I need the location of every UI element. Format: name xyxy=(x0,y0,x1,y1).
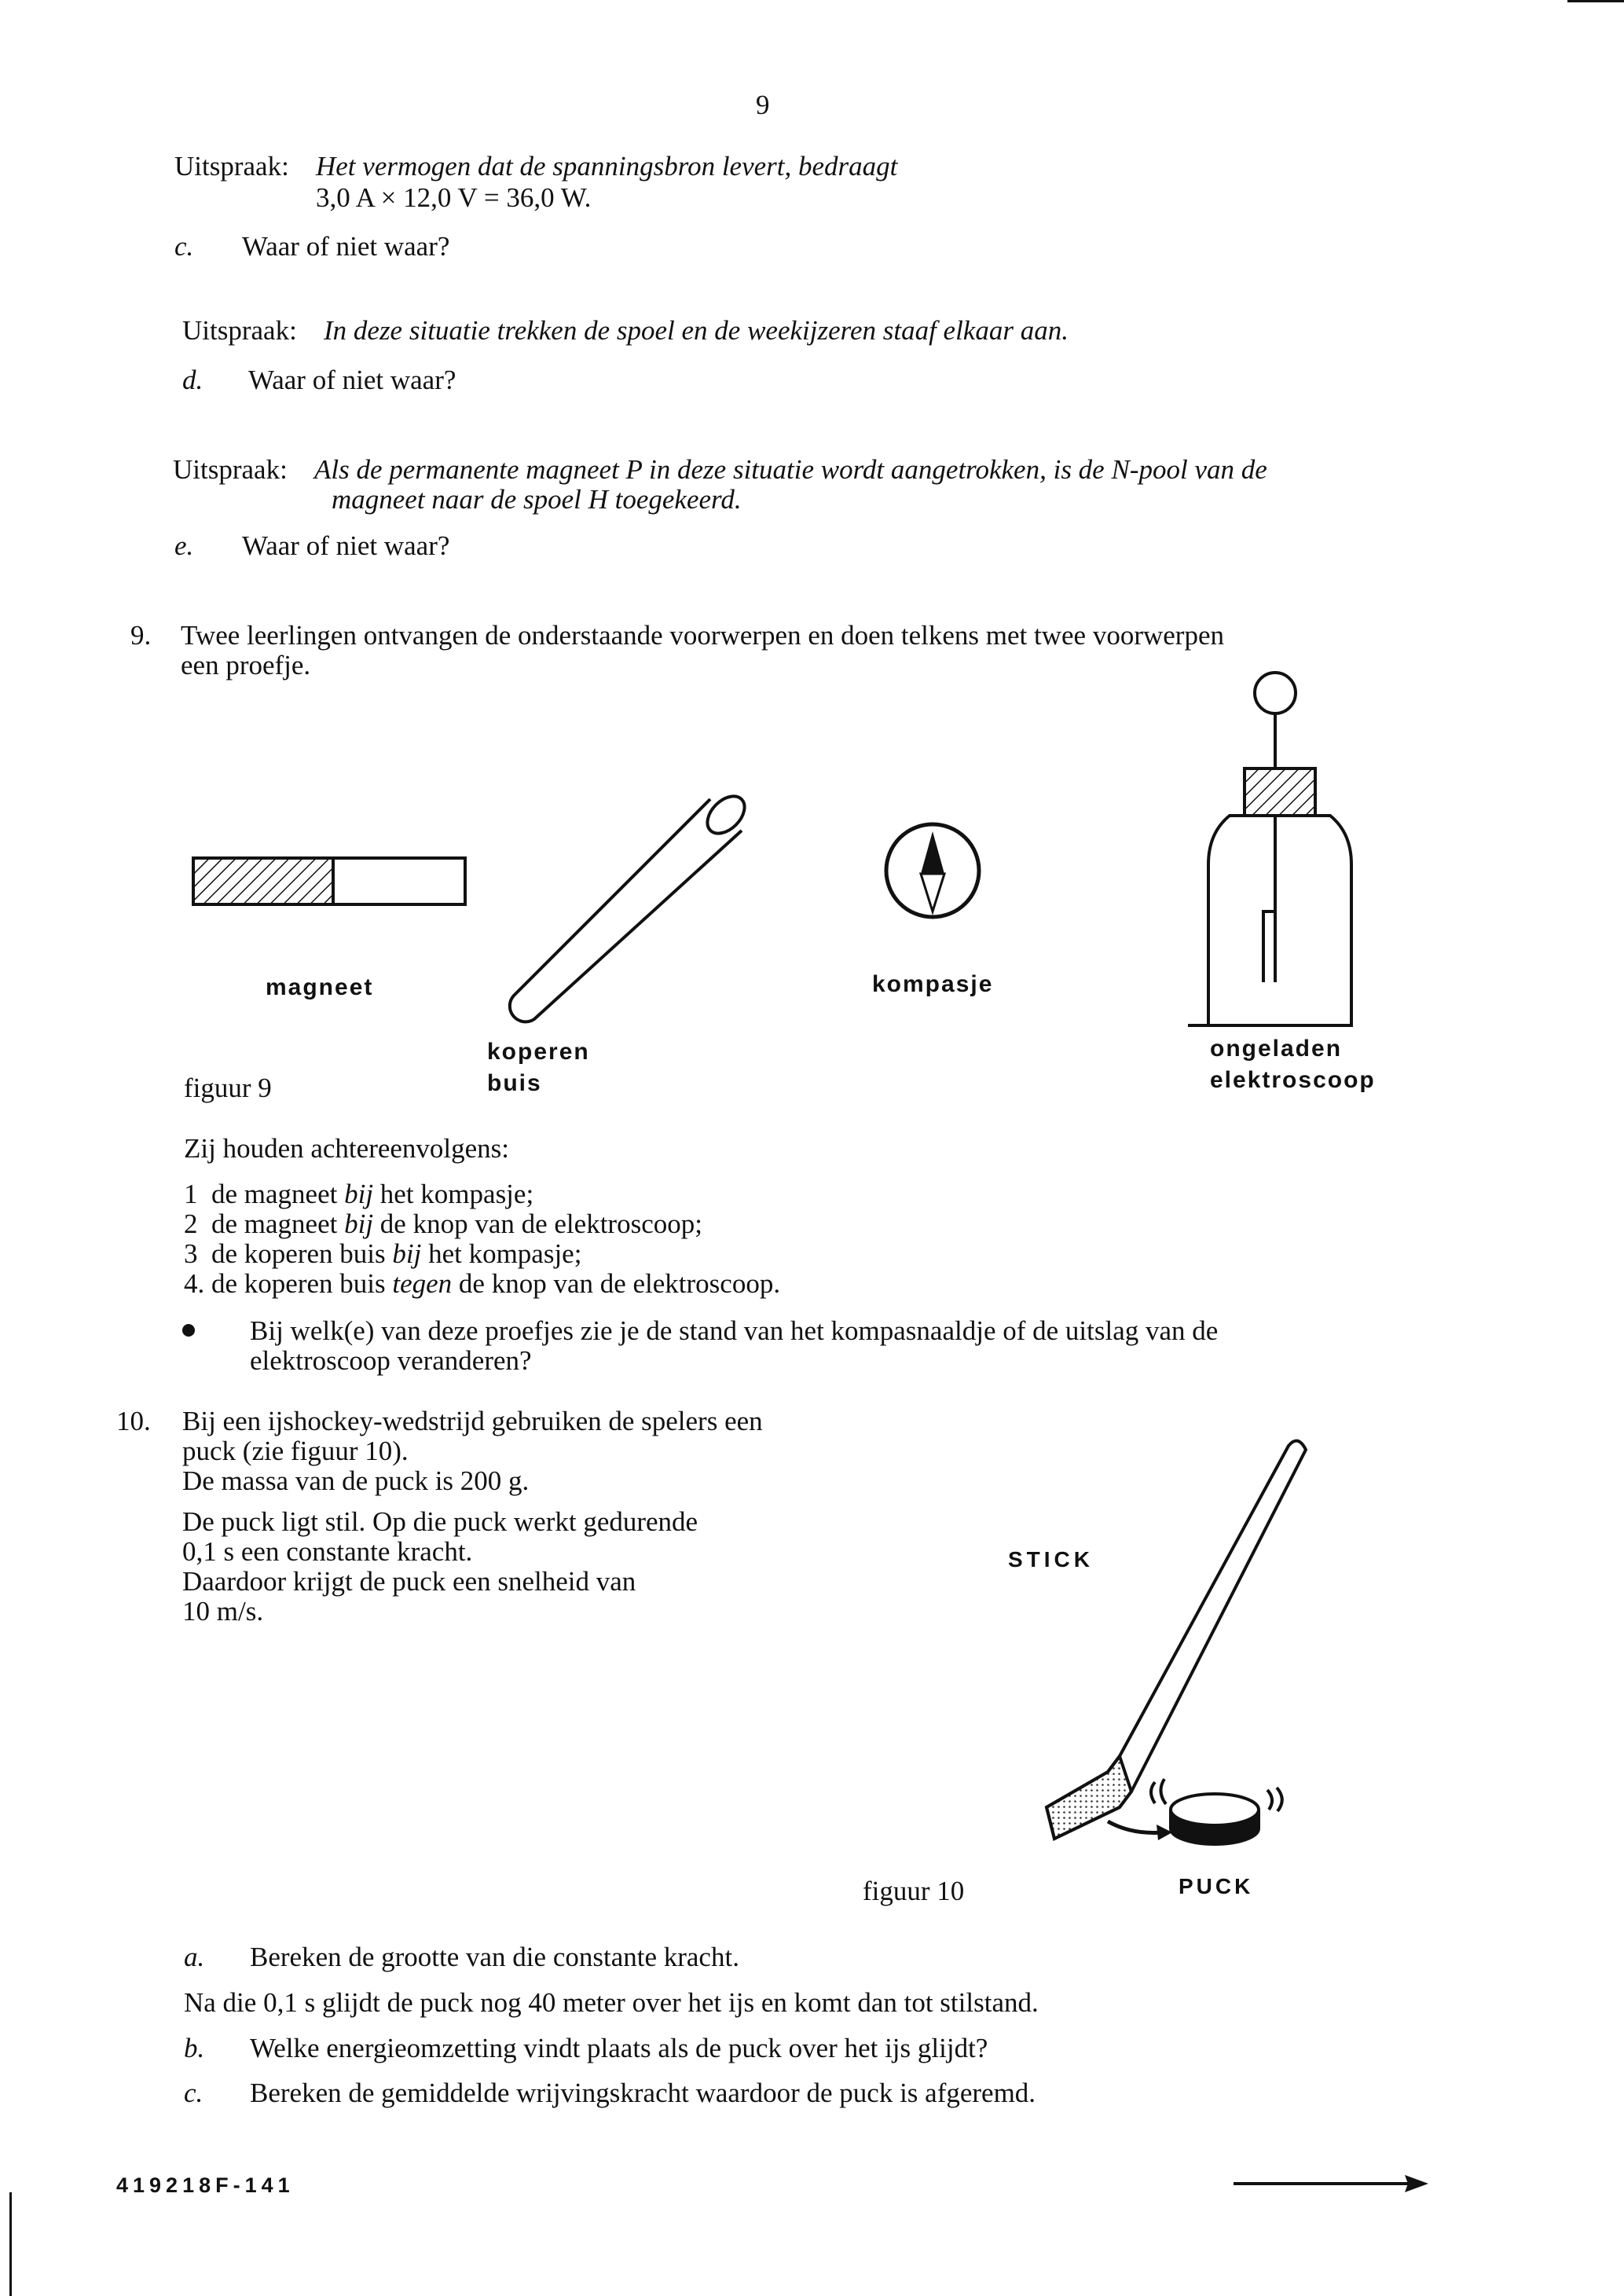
q9-intro-line2: een proefje. xyxy=(181,650,311,680)
q8-b-statement-line2: 3,0 A × 12,0 V = 36,0 W. xyxy=(316,182,592,213)
q8-e-letter: e. xyxy=(174,530,194,561)
q9-bullet-line2: elektroscoop veranderen? xyxy=(250,1345,532,1376)
q10-c-question: Bereken de gemiddelde wrijvingskracht waardoor de puck is afgeremd. xyxy=(250,2078,1036,2108)
q10-line-6: Daardoor krijgt de puck een snelheid van xyxy=(182,1566,636,1597)
label-electroscope-line1: ongeladen xyxy=(1210,1036,1343,1062)
q9-bullet-line1: Bij welk(e) van deze proefjes zie je de stand van het kompasnaaldje of de uitslag van de xyxy=(250,1315,1219,1346)
label-electroscope-line2: elektroscoop xyxy=(1210,1067,1376,1093)
q10-line-7: 10 m/s. xyxy=(182,1596,264,1627)
page-number: 9 xyxy=(756,90,770,120)
list-item: 4. de koperen buis tegen de knop van de elektroscoop. xyxy=(184,1268,781,1299)
q8-c-statement-label: Uitspraak: xyxy=(182,315,297,346)
q10-b-letter: b. xyxy=(184,2033,205,2063)
label-stick: STICK xyxy=(1008,1547,1094,1572)
q10-line-4: De puck ligt stil. Op die puck werkt gedurende xyxy=(182,1506,698,1537)
figure-9-caption: figuur 9 xyxy=(184,1073,272,1103)
q10-mid-statement: Na die 0,1 s glijdt de puck nog 40 meter over het ijs en komt dan tot stilstand. xyxy=(184,1987,1039,2018)
label-magnet: magneet xyxy=(266,974,374,1000)
q8-c-letter: c. xyxy=(174,231,194,262)
right-arrow-icon xyxy=(1234,2172,1430,2195)
scan-edge-left xyxy=(9,2192,12,2296)
q10-c-letter: c. xyxy=(184,2078,203,2108)
q10-line-1: Bij een ijshockey-wedstrijd gebruiken de spelers een xyxy=(182,1406,763,1436)
q8-e-question: Waar of niet waar? xyxy=(242,530,450,561)
q8-d-letter: d. xyxy=(182,365,203,395)
q8-d-statement-label: Uitspraak: xyxy=(173,454,288,485)
footer-code: 419218F-141 xyxy=(116,2173,295,2197)
label-compass: kompasje xyxy=(872,971,994,997)
q8-b-statement-line1: Het vermogen dat de spanningsbron levert, bedraagt xyxy=(316,151,898,182)
q10-line-5: 0,1 s een constante kracht. xyxy=(182,1536,473,1567)
q8-b-statement-label: Uitspraak: xyxy=(174,151,289,182)
q10-number: 10. xyxy=(116,1406,151,1436)
label-copper-tube-line1: koperen xyxy=(487,1039,590,1065)
q9-number: 9. xyxy=(130,620,152,651)
list-item: 1 de magneet bij het kompasje; xyxy=(184,1179,534,1209)
q9-intro-line1: Twee leerlingen ontvangen de onderstaande voorwerpen en doen telkens met twee voorwerpen xyxy=(181,620,1225,651)
q9-sequence-intro: Zij houden achtereenvolgens: xyxy=(184,1133,510,1164)
motion-arrow-icon xyxy=(1108,1821,1172,1840)
label-copper-tube-line2: buis xyxy=(487,1070,542,1096)
q10-line-2: puck (zie figuur 10). xyxy=(182,1436,409,1466)
q8-d-question: Waar of niet waar? xyxy=(248,365,456,395)
stick-drawing xyxy=(1047,1441,1306,1839)
q8-d-statement-line1: Als de permanente magneet P in deze situatie wordt aangetrokken, is de N-pool van de xyxy=(314,454,1267,485)
figure-10-caption: figuur 10 xyxy=(863,1876,965,1906)
q10-a-question: Bereken de grootte van die constante kracht. xyxy=(250,1942,739,1972)
q8-d-statement-line2: magneet naar de spoel H toegekeerd. xyxy=(332,484,742,515)
q8-c-statement: In deze situatie trekken de spoel en de weekijzeren staaf elkaar aan. xyxy=(324,315,1069,346)
label-puck: PUCK xyxy=(1179,1874,1254,1898)
scan-edge-top-right xyxy=(1567,0,1624,2)
puck-drawing xyxy=(1151,1779,1282,1844)
q10-b-question: Welke energieomzetting vindt plaats als de puck over het ijs glijdt? xyxy=(250,2033,988,2063)
list-item: 2 de magneet bij de knop van de elektroscoop; xyxy=(184,1209,702,1239)
q10-line-3: De massa van de puck is 200 g. xyxy=(182,1465,530,1496)
q8-c-question: Waar of niet waar? xyxy=(242,231,450,262)
q10-a-letter: a. xyxy=(184,1942,205,1972)
list-item: 3 de koperen buis bij het kompasje; xyxy=(184,1238,582,1269)
